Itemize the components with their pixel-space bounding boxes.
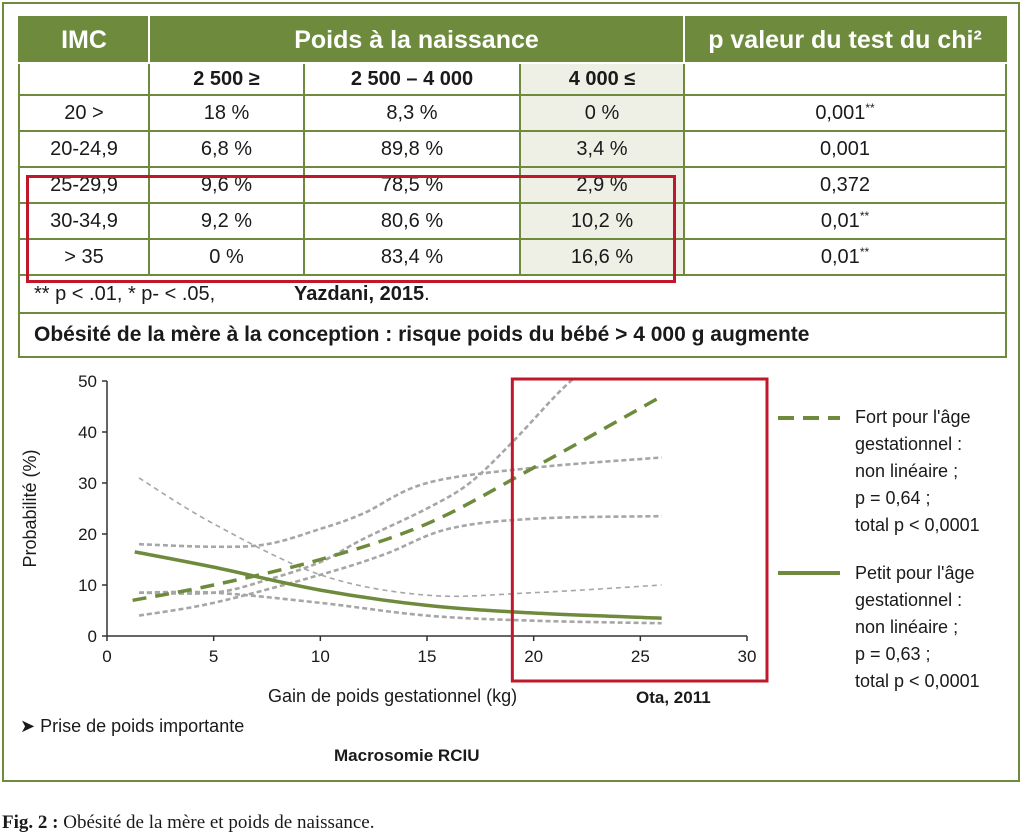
- bullet-note: ➤ Prise de poids importante: [20, 716, 245, 736]
- series-line: [139, 592, 662, 623]
- pvalue-cell: 0,01**: [684, 239, 1006, 275]
- value-cell: 80,6 %: [304, 203, 520, 239]
- value-cell: 18 %: [149, 95, 304, 131]
- imc-cell: 20 >: [19, 95, 149, 131]
- legend-text-fort: Fort pour l'âge gestationnel : non linéaire ; p = 0,64 ; total p < 0,0001: [855, 407, 980, 535]
- value-cell: 6,8 %: [149, 131, 304, 167]
- x-tick-label: 25: [630, 647, 650, 666]
- value-cell: 3,4 %: [520, 131, 684, 167]
- figure-caption: Fig. 2 : Obésité de la mère et poids de naissance.: [2, 812, 375, 833]
- pvalue-cell: 0,01**: [684, 203, 1006, 239]
- x-tick-label: 15: [417, 647, 437, 666]
- series-line: [139, 478, 662, 596]
- macro-note: Macrosomie RCIU: [334, 746, 480, 765]
- pvalue-cell: 0,372: [684, 167, 1006, 203]
- imc-cell: 30-34,9: [19, 203, 149, 239]
- x-tick-label: 30: [737, 647, 757, 666]
- header-poids: Poids à la naissance: [149, 17, 684, 63]
- legend-text-petit: Petit pour l'âge gestationnel : non linéaire ; p = 0,63 ; total p < 0,0001: [855, 563, 980, 691]
- series-line: [133, 396, 662, 600]
- value-cell: 16,6 %: [520, 239, 684, 275]
- x-tick-label: 10: [310, 647, 330, 666]
- value-cell: 8,3 %: [304, 95, 520, 131]
- subheader-cell: 4 000 ≤: [520, 63, 684, 95]
- value-cell: 0 %: [149, 239, 304, 275]
- y-tick-label: 40: [78, 423, 97, 442]
- subheader-cell: 2 500 – 4 000: [304, 63, 520, 95]
- header-pvalue: p valeur du test du chi²: [684, 17, 1006, 63]
- x-tick-label: 5: [208, 647, 219, 666]
- value-cell: 0 %: [520, 95, 684, 131]
- chart-legend: [778, 418, 840, 573]
- imc-cell: > 35: [19, 239, 149, 275]
- imc-cell: 25-29,9: [19, 167, 149, 203]
- y-tick-label: 0: [87, 627, 97, 646]
- footnote: ** p < .01, * p- < .05,: [19, 275, 304, 313]
- conclusion: Obésité de la mère à la conception : risque poids du bébé > 4 000 g augmente: [19, 313, 1006, 357]
- header-imc: IMC: [19, 17, 149, 63]
- value-cell: 10,2 %: [520, 203, 684, 239]
- x-axis-label: Gain de poids gestationnel (kg): [268, 686, 518, 706]
- x-tick-label: 0: [102, 647, 112, 666]
- value-cell: 9,6 %: [149, 167, 304, 203]
- y-axis-label: Probabilité (%): [20, 449, 40, 568]
- y-tick-label: 10: [78, 576, 97, 595]
- value-cell: 9,2 %: [149, 203, 304, 239]
- series-line: [139, 376, 576, 594]
- value-cell: 78,5 %: [304, 167, 520, 203]
- value-cell: 2,9 %: [520, 167, 684, 203]
- value-cell: 83,4 %: [304, 239, 520, 275]
- x-tick-label: 20: [524, 647, 544, 666]
- chart-source: Ota, 2011: [636, 688, 711, 707]
- subheader-cell: 2 500 ≥: [149, 63, 304, 95]
- y-tick-label: 20: [78, 525, 97, 544]
- chart-series: [133, 376, 767, 681]
- y-tick-label: 50: [78, 372, 97, 391]
- table-source: Yazdani, 2015.: [304, 275, 1006, 313]
- arrow-icon: ➤: [20, 716, 36, 736]
- y-tick-label: 30: [78, 474, 97, 493]
- pvalue-cell: 0,001: [684, 131, 1006, 167]
- pvalue-cell: 0,001**: [684, 95, 1006, 131]
- value-cell: 89,8 %: [304, 131, 520, 167]
- imc-cell: 20-24,9: [19, 131, 149, 167]
